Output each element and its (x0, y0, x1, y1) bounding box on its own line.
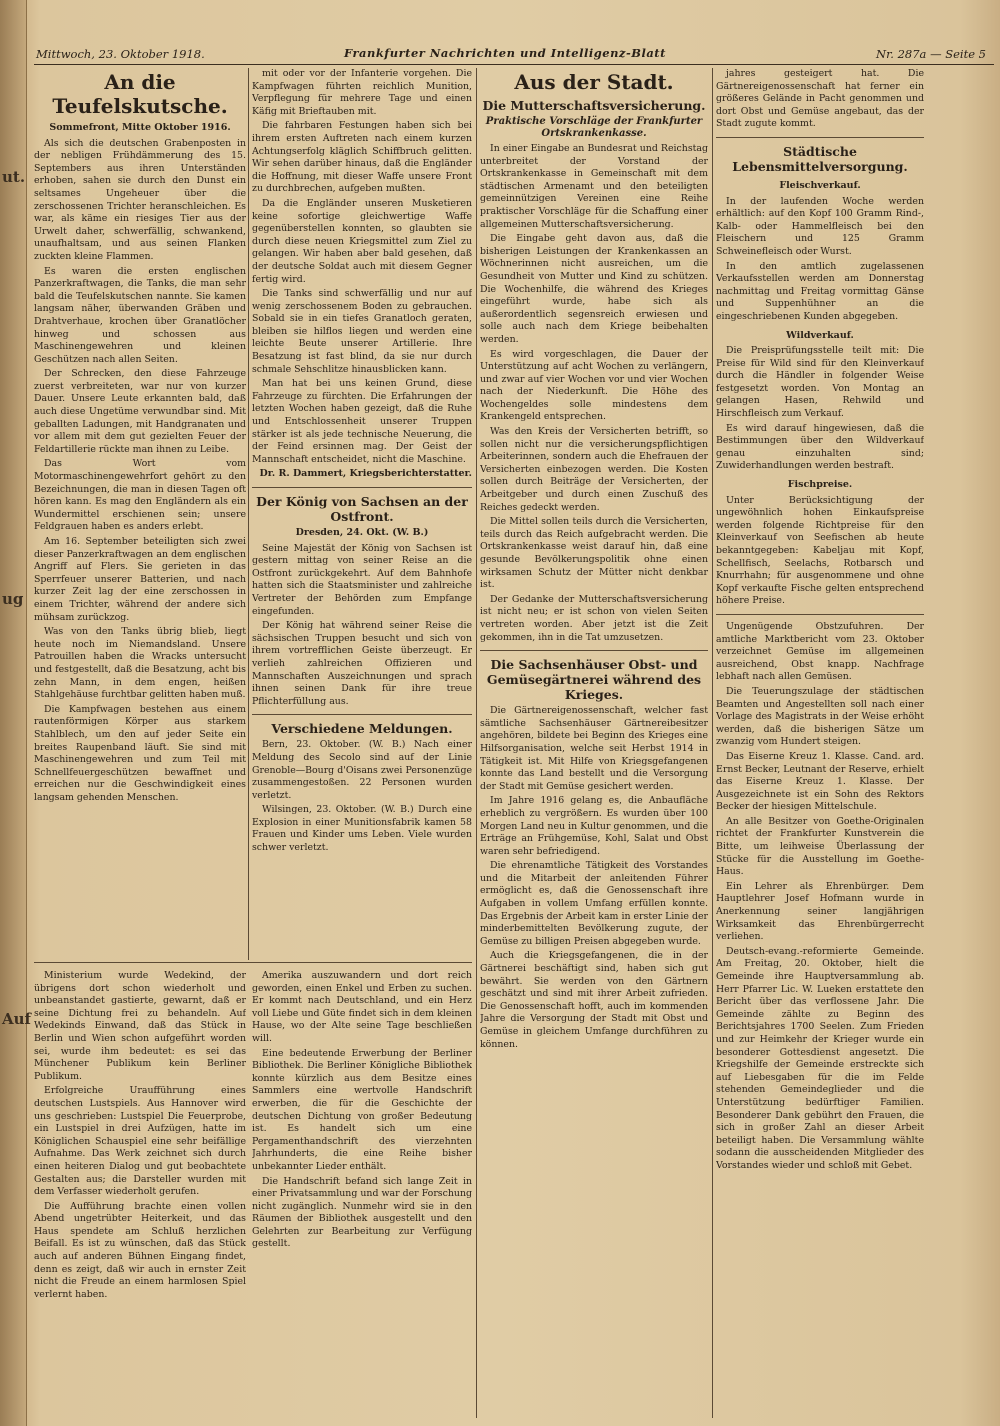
paragraph: Es wird darauf hingewiesen, daß die Bestimmungen über den Wildverkauf genau einzuhalten sind; Zuwiderhandlungen werden bestraft. (716, 422, 924, 472)
article-separator (252, 487, 472, 488)
section-title: Aus der Stadt. (514, 70, 674, 94)
subsection-title: Fischpreise. (787, 479, 853, 491)
issue-date: Mittwoch, 23. Oktober 1918. (36, 47, 205, 61)
article-title: Die Mutterschaftsversicherung. (482, 98, 706, 113)
paragraph: An alle Besitzer von Goethe-Originalen richtet der Frankfurter Kunstverein die Bitte, um leihweise Überlassung der Stücke für die Ausstellung im Goethe-Haus. (716, 815, 924, 878)
paragraph: Die fahrbaren Festungen haben sich bei ihrem ersten Auftreten nach einem kurzen Achtungserfolg kläglich Schiffbruch gelitten. Wir sehen darüber hinaus, daß die Engländer die Hoffnung, mit dieser Waffe unsere Front zu durchbrechen, aufgeben mußten. (252, 120, 472, 195)
page-number: Nr. 287a — Seite 5 (876, 47, 986, 61)
article-separator (252, 714, 472, 715)
column-3 (480, 68, 708, 1418)
paragraph: Als sich die deutschen Grabenposten in der nebligen Frühdämmerung des 15. Septembers aus ihren Unterständen erhoben, sahen sie durch den Dunst ein seltsames Ungeheuer über die zerschossenen Trichter heranschleichen. Es war, als käme ein riesiges Tier aus der Urwelt daher, schwerfällig, schwankend, unaufhaltsam, und aus seinen Flanken zuckten kleine Flammen. (34, 137, 246, 262)
paragraph: In der laufenden Woche werden erhältlich: auf den Kopf 100 Gramm Rind-, Kalb- oder Hammelfleisch bei den Fleischern und 125 Gramm Schweinefleisch oder Wurst. (716, 195, 924, 257)
paragraph: In den amtlich zugelassenen Verkaufsstellen werden am Donnerstag nachmittag und Freitag vormittag Gänse und Suppenhühner an die eingeschriebenen Kunden abgegeben. (716, 260, 924, 322)
paragraph: Deutsch-evang.-reformierte Gemeinde. Am Freitag, 20. Oktober, hielt die Gemeinde ihre Hauptversammlung ab. Herr Pfarrer Lic. W. Lueken erstattete den Bericht über das verflossene Jahr. Die Gemeinde zählte zu Beginn des Berichtsjahres 1700 Seelen. Zum Frieden und zur Heimkehr der Krieger wurde ein besonderer Gottesdienst angesetzt. Die Kriegshilfe der Gemeinde erstreckte sich auf Liebesgaben für die im Felde stehenden Gemeindeglieder und die Unterstützung bedürftiger Familien. Besonderer Dank gebührt den Frauen, die sich in großer Zahl an dieser Arbeit beteiligt haben. Die Versammlung wählte sodann die ausscheidenden Mitglieder des Vorstandes wieder und schloß mit Gebet. (716, 945, 924, 1171)
paragraph: Der Gedanke der Mutterschaftsversicherung ist nicht neu; er ist schon von vielen Seiten vertreten worden. Aber jetzt ist die Zeit gekommen, ihn in die Tat umzusetzen. (480, 593, 708, 643)
paragraph: Das Wort vom Motormaschinengewehrfort gehört zu den Bezeichnungen, die man in diesen Tagen oft hören kann. Es mag den Engländern als ein Wundermittel erschienen sein; unsere Feldgrauen haben es anders erlebt. (34, 458, 246, 533)
paragraph: Die Preisprüfungsstelle teilt mit: Die Preise für Wild sind für den Kleinverkauf durch die Händler in folgender Weise festgesetzt worden. Von Montag an gelangen Hasen, Rehwild und Hirschfleisch zum Verkauf. (716, 345, 924, 420)
paragraph: mit oder vor der Infanterie vorgehen. Die Kampfwagen führten reichlich Munition, Verpflegung für mehrere Tage und einen Käfig mit Brieftauben mit. (252, 68, 472, 117)
masthead (34, 44, 994, 65)
gutter-fragment: ug (2, 590, 24, 608)
paragraph: Der König hat während seiner Reise die sächsischen Truppen besucht und sich von ihrem vortrefflichen Geiste überzeugt. Er verlieh zahlreichen Offizieren und Mannschaften Auszeichnungen und sprach ihnen seinen Dank für ihre treue Pflichterfüllung aus. (252, 620, 472, 707)
paragraph: In einer Eingabe an Bundesrat und Reichstag unterbreitet der Vorstand der Ortskrankenkasse in Gemeinschaft mit dem städtischen Armenamt und den beteiligten gemeinnützigen Vereinen eine Reihe praktischer Vorschläge für die Schaffung einer allgemeinen Mutterschaftsversicherung. (480, 143, 708, 230)
column-rule (248, 68, 249, 960)
paragraph: Unter Berücksichtigung der ungewöhnlich hohen Einkaufspreise werden folgende Richtpreise für den Kleinverkauf von Seefischen ab heute bekanntgegeben: Kabeljau mit Kopf, Schellfisch, Seelachs, Rotbarsch und Knurrhahn; für ausgenommene und ohne Kopf verkaufte Fische gelten entsprechend höhere Preise. (716, 494, 924, 607)
article-kicker: Praktische Vorschläge der Frankfurter Ortskrankenkasse. (485, 116, 703, 139)
paragraph: Im Jahre 1916 gelang es, die Anbaufläche erheblich zu vergrößern. Es wurden über 100 Morgen Land neu in Kultur genommen, und die Erträge an Frühgemüse, Kohl, Salat und Obst waren sehr befriedigend. (480, 795, 708, 857)
subsection-title: Wildverkauf. (786, 329, 854, 341)
paragraph: Das Eiserne Kreuz 1. Klasse. Cand. ard. Ernst Becker, Leutnant der Reserve, erhielt das Eiserne Kreuz 1. Klasse. Der Ausgezeichnete ist ein Sohn des Rektors Becker der hiesigen Mittelschule. (716, 750, 924, 813)
news-item: Bern, 23. Oktober. (W. B.) Nach einer Meldung des Secolo sind auf der Linie Grenoble—Bourg d'Oisans zwei Personenzüge zusammengestoßen. 22 Personen wurden verletzt. (252, 739, 472, 801)
paragraph: Am 16. September beteiligten sich zwei dieser Panzerkraftwagen an dem englischen Angriff auf Flers. Sie gerieten in das Sperrfeuer unserer Batterien, und nach kurzer Zeit lag der eine zerschossen in einem Trichter, während der andere sich mühsam zurückzog. (34, 536, 246, 623)
article-dateline: Dresden, 24. Okt. (W. B.) (295, 527, 429, 538)
paragraph: jahres gesteigert hat. Die Gärtnereigenossenschaft hat ferner ein größeres Gelände in Pacht genommen und dort Obst und Gemüse angebaut, das der Stadt zugute kommt. (716, 68, 924, 130)
article-title: An die Teufelskutsche. (52, 70, 228, 118)
paragraph: Auch die Kriegsgefangenen, die in der Gärtnerei beschäftigt sind, haben sich gut bewährt. Sie werden von den Gärtnern geschätzt und sind mit ihrer Arbeit zufrieden. Die Genossenschaft hofft, auch im kommenden Jahre die Versorgung der Stadt mit Obst und Gemüse in gleichem Umfange durchführen zu können. (480, 950, 708, 1050)
paragraph: Die Eingabe geht davon aus, daß die bisherigen Leistungen der Krankenkassen an Wöchnerinnen nicht ausreichen, um die Gesundheit von Mutter und Kind zu schützen. Die Wochenhilfe, die während des Krieges eingeführt wurde, habe sich als außerordentlich segensreich erwiesen und solle auch nach dem Kriege beibehalten werden. (480, 233, 708, 345)
paragraph: Was den Kreis der Versicherten betrifft, so sollen nicht nur die versicherungspflichtigen Arbeiterinnen, sondern auch die Ehefrauen der Versicherten einbezogen werden. Die Kosten sollen durch Beiträge der Versicherten, der Arbeitgeber und durch einen Zuschuß des Reiches gedeckt werden. (480, 426, 708, 513)
column-4 (716, 68, 924, 1418)
paragraph: Die Teuerungszulage der städtischen Beamten und Angestellten soll nach einer Vorlage des Magistrats in der Weise erhöht werden, daß die bisherigen Sätze um zwanzig vom Hundert steigen. (716, 685, 924, 748)
paragraph: Die ehrenamtliche Tätigkeit des Vorstandes und die Mitarbeit der anleitenden Führer ermöglicht es, daß die Genossenschaft ihre Aufgaben in vollem Umfang erfüllen konnte. Das Ergebnis der Arbeit kam in erster Linie der minderbemittelten Bevölkerung zugute, der Gemüse zu billigen Preisen abgegeben wurde. (480, 860, 708, 947)
paragraph: Eine bedeutende Erwerbung der Berliner Bibliothek. Die Berliner Königliche Bibliothek konnte kürzlich aus dem Besitze eines Sammlers eine wertvolle Handschrift erwerben, die für die Geschichte der deutschen Dichtung von großer Bedeutung ist. Es handelt sich um eine Pergamenthandschrift des vierzehnten Jahrhunderts, die eine Reihe bisher unbekannter Lieder enthält. (252, 1047, 472, 1172)
paragraph: Es wird vorgeschlagen, die Dauer der Unterstützung auf acht Wochen zu verlängern, und zwar auf vier Wochen vor und vier Wochen nach der Niederkunft. Die Höhe des Wochengeldes solle mindestens dem Krankengeld entsprechen. (480, 348, 708, 423)
article-separator (480, 650, 708, 651)
article-separator (716, 614, 924, 615)
paragraph: Ungenügende Obstzufuhren. Der amtliche Marktbericht vom 23. Oktober verzeichnet Gemüse im allgemeinen ausreichend, Obst knapp. Nachfrage lebhaft nach allen Gemüsen. (716, 620, 924, 683)
article-title: Die Sachsenhäuser Obst- und Gemüsegärtnerei während des Krieges. (486, 657, 702, 703)
article-dateline: Sommefront, Mitte Oktober 1916. (49, 122, 231, 133)
article-title: Verschiedene Meldungen. (271, 721, 453, 737)
column-rule (476, 68, 477, 1418)
paragraph: Erfolgreiche Uraufführung eines deutschen Lustspiels. Aus Hannover wird uns geschrieben: Lustspiel Die Feuerprobe, ein Lustspiel in drei Aufzügen, hatte im Königlichen Schauspiel eine sehr beifällige Aufnahme. Das Werk zeichnet sich durch einen heiteren Dialog und gut beobachtete Gestalten aus; die Darsteller wurden mit dem Verfasser wiederholt gerufen. (34, 1085, 246, 1198)
paragraph: Die Mittel sollen teils durch die Versicherten, teils durch das Reich aufgebracht werden. Die Ortskrankenkasse weist darauf hin, daß eine gesunde Bevölkerungspolitik ohne einen wirksamen Schutz der Mütter nicht denkbar ist. (480, 516, 708, 591)
paper-name: Frankfurter Nachrichten und Intelligenz-Blatt (344, 46, 666, 60)
article-title: Der König von Sachsen an der Ostfront. (256, 494, 468, 524)
paragraph: Amerika auszuwandern und dort reich geworden, einen Enkel und Erben zu suchen. Er kommt nach Deutschland, und ein Herz voll Liebe und Güte findet sich in dem kleinen Hause, wo der Alte seine Tage beschließen will. (252, 970, 472, 1044)
column-2-lower (252, 970, 472, 1418)
author-signature: Dr. R. Dammert, Kriegsberichterstatter. (259, 468, 472, 480)
binding-gutter (0, 0, 31, 1426)
gutter-fragment: ut. (2, 168, 26, 186)
column-rule (712, 68, 713, 1418)
subsection-title: Fleischverkauf. (779, 179, 861, 191)
column-1 (34, 68, 246, 960)
paragraph: Der Schrecken, den diese Fahrzeuge zuerst verbreiteten, war nur von kurzer Dauer. Unsere Leute erkannten bald, daß auch diese Ungetüme verwundbar sind. Mit geballten Ladungen, mit Handgranaten und vor allem mit dem gut gezielten Feuer der Feldartillerie rückte man ihnen zu Leibe. (34, 368, 246, 455)
column-2 (252, 68, 472, 960)
section-rule (34, 962, 472, 963)
section-title: Städtische Lebensmittelversorgung. (732, 143, 908, 174)
paragraph: Es waren die ersten englischen Panzerkraftwagen, die Tanks, die man sehr bald die Teufelskutschen nannte. Sie kamen langsam näher, überwanden Gräben und Drahtverhaue, krochen über Granatlöcher hinweg und schossen aus Maschinengewehren und kleinen Geschützen nach allen Seiten. (34, 265, 246, 365)
column-1-lower (34, 970, 246, 1418)
paragraph: Die Aufführung brachte einen vollen Abend ungetrübter Heiterkeit, und das Haus spendete am Schluß herzlichen Beifall. Es ist zu wünschen, daß das Stück auch auf anderen Bühnen Eingang findet, denn es zeigt, daß wir auch in ernster Zeit nicht die Freude an einem harmlosen Spiel verlernt haben. (34, 1200, 246, 1300)
paragraph: Die Handschrift befand sich lange Zeit in einer Privatsammlung und war der Forschung nicht zugänglich. Nunmehr wird sie in den Räumen der Bibliothek ausgestellt und den Gelehrten zur Bearbeitung zur Verfügung gestellt. (252, 1175, 472, 1250)
paragraph: Die Kampfwagen bestehen aus einem rautenförmigen Körper aus starkem Stahlblech, um den auf jeder Seite ein breites Raupenband läuft. Sie sind mit Maschinengewehren und zum Teil mit Schnellfeuergeschützen bewaffnet und erreichen nur die Geschwindigkeit eines langsam gehenden Menschen. (34, 703, 246, 803)
paragraph: Ministerium wurde Wedekind, der übrigens dort schon wiederholt und unbeanstandet gastierte, gewarnt, daß er seine Dichtung frei zu behandeln. Auf Wedekinds Einwand, daß das Stück in Berlin und Wien schon aufgeführt worden sei, wurde ihm bedeutet: es sei das Münchener Publikum kein Berliner Publikum. (34, 970, 246, 1082)
paragraph: Da die Engländer unseren Musketieren keine sofortige gleichwertige Waffe gegenüberstellen konnten, so glaubten sie durch diese neuen Kriegsmittel zum Ziel zu gelangen. Wir haben aber bald gesehen, daß der deutsche Soldat auch mit diesem Gegner fertig wird. (252, 197, 472, 285)
paragraph: Die Gärtnereigenossenschaft, welcher fast sämtliche Sachsenhäuser Gärtnereibesitzer angehören, bildete bei Beginn des Krieges eine Hilfsorganisation, welche seit Herbst 1914 in Tätigkeit ist. Mit Hilfe von Kriegsgefangenen konnte das Land bestellt und die Versorgung der Stadt mit Gemüse gesichert werden. (480, 705, 708, 792)
gutter-fragment: Auf (2, 1010, 31, 1028)
paragraph: Was von den Tanks übrig blieb, liegt heute noch im Niemandsland. Unsere Patrouillen haben die Wracks untersucht und festgestellt, daß die Besatzung, acht bis zehn Mann, in dem engen, heißen Stahlgehäuse furchtbar gelitten haben muß. (34, 626, 246, 701)
paragraph: Seine Majestät der König von Sachsen ist gestern mittag von seiner Reise an die Ostfront zurückgekehrt. Auf dem Bahnhofe hatten sich die Staatsminister und zahlreiche Vertreter der Behörden zum Empfange eingefunden. (252, 542, 472, 617)
news-item: Wilsingen, 23. Oktober. (W. B.) Durch eine Explosion in einer Munitionsfabrik kamen 58 Frauen und Kinder ums Leben. Viele wurden schwer verletzt. (252, 804, 472, 854)
paragraph: Man hat bei uns keinen Grund, diese Fahrzeuge zu fürchten. Die Erfahrungen der letzten Wochen haben gezeigt, daß die Ruhe und Entschlossenheit unserer Truppen stärker ist als jede technische Neuerung, die der Feind ersinnen mag. Der Geist der Mannschaft entscheidet, nicht die Maschine. (252, 378, 472, 465)
paragraph: Ein Lehrer als Ehrenbürger. Dem Hauptlehrer Josef Hofmann wurde in Anerkennung seiner langjährigen Wirksamkeit das Ehrenbürgerrecht verliehen. (716, 880, 924, 943)
paragraph: Die Tanks sind schwerfällig und nur auf wenig zerschossenem Boden zu gebrauchen. Sobald sie in ein tiefes Granatloch geraten, bleiben sie hilflos liegen und werden eine leichte Beute unserer Artillerie. Ihre Besatzung ist fast blind, da sie nur durch schmale Sehschlitze hinausblicken kann. (252, 288, 472, 375)
article-separator (716, 137, 924, 138)
